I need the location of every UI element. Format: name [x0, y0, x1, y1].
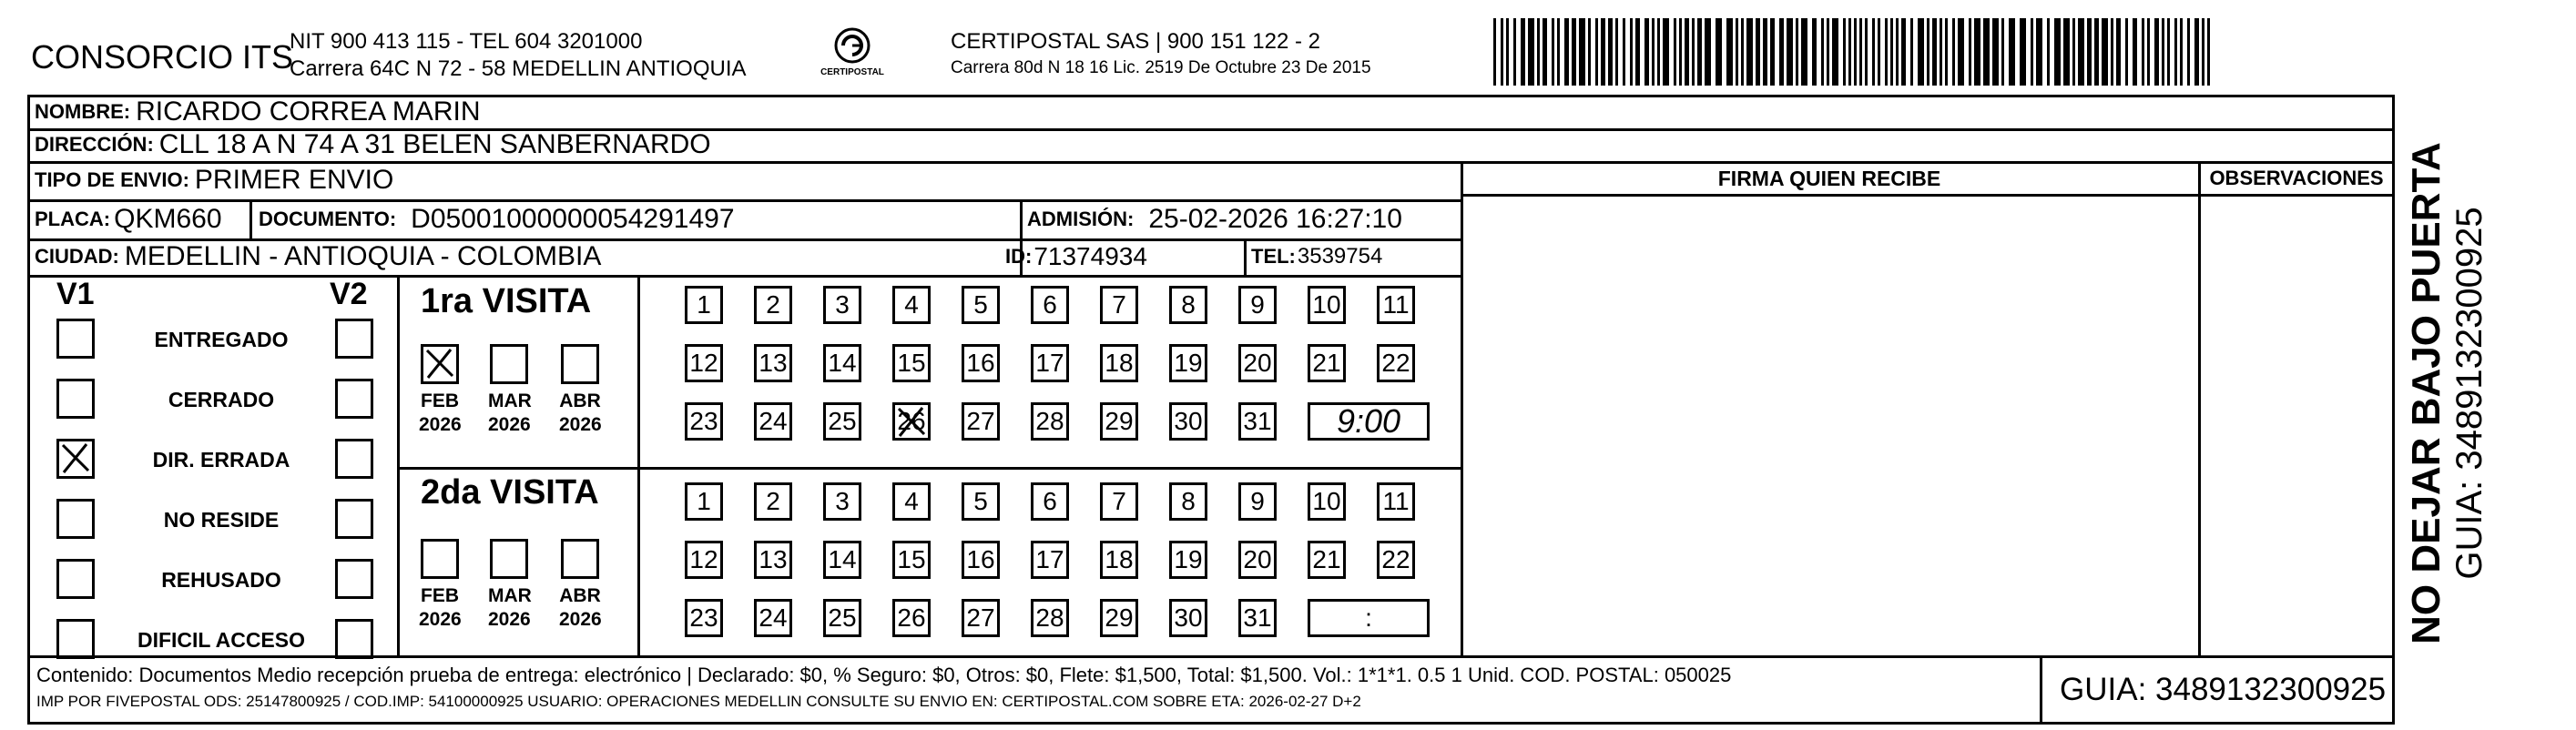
barcode-bar — [1697, 18, 1702, 86]
certipostal-logo — [816, 24, 889, 80]
shipping-type: PRIMER ENVIO — [194, 165, 394, 195]
barcode-bar — [1685, 18, 1689, 86]
recipient-address: CLL 18 A N 74 A 31 BELEN SANBERNARDO — [158, 129, 711, 159]
barcode-bar — [1848, 18, 1851, 86]
barcode-bar — [1692, 18, 1695, 86]
day-box[interactable]: 7 — [1100, 286, 1138, 324]
day-box[interactable]: 17 — [1031, 344, 1069, 382]
barcode-bar — [2009, 18, 2015, 86]
barcode-bar — [2001, 18, 2004, 86]
day-box[interactable]: 6 — [1031, 286, 1069, 324]
day-box[interactable]: 18 — [1100, 344, 1138, 382]
barcode-bar — [1827, 18, 1829, 86]
day-box[interactable]: 9 — [1238, 482, 1277, 521]
barcode-bar — [1896, 18, 1899, 86]
barcode-bar — [1927, 18, 1929, 86]
company-nit: NIT 900 413 115 - TEL 604 3201000 — [290, 29, 643, 54]
barcode-bar — [1796, 18, 1798, 86]
barcode-bar — [1983, 18, 1990, 86]
v2-checkbox[interactable] — [335, 559, 373, 599]
barcode-bar — [2102, 18, 2108, 86]
barcode-bar — [2147, 18, 2150, 86]
day-box[interactable]: 21 — [1308, 541, 1346, 579]
day-box[interactable]: 14 — [823, 344, 861, 382]
day-box[interactable]: 10 — [1308, 286, 1346, 324]
barcode-bar — [2142, 18, 2144, 86]
day-box[interactable]: 10 — [1308, 482, 1346, 521]
barcode-bar — [1506, 18, 1509, 86]
day-box[interactable]: 5 — [962, 286, 1000, 324]
time-box[interactable]: 9:00 — [1308, 402, 1430, 441]
day-box[interactable]: 28 — [1031, 599, 1069, 637]
month-checkbox[interactable] — [421, 344, 459, 384]
day-box[interactable]: 30 — [1169, 599, 1207, 637]
barcode-bar — [1652, 18, 1655, 86]
observations-header: OBSERVACIONES — [2209, 167, 2384, 189]
logo-text: CERTIPOSTAL — [820, 67, 884, 77]
barcode-bar — [1859, 18, 1862, 86]
barcode-bar — [2202, 18, 2204, 86]
barcode-bar — [1787, 18, 1793, 86]
day-box[interactable]: 8 — [1169, 286, 1207, 324]
barcode-bar — [1812, 18, 1817, 86]
day-box[interactable]: 28 — [1031, 402, 1069, 441]
day-box[interactable]: 23 — [685, 599, 723, 637]
year-label: 2026 — [419, 414, 462, 435]
day-box[interactable]: 21 — [1308, 344, 1346, 382]
day-box[interactable]: 31 — [1238, 402, 1277, 441]
barcode — [1493, 18, 2222, 86]
imp-line: IMP POR FIVEPOSTAL ODS: 25147800925 / COD.IMP: 54100000925 USUARIO: OPERACIONES MEDELLIN CONSULTE SU ENVIO EN: CERTIPOSTAL.COM SOBRE ETA: 2026-02-27 D+2 — [36, 693, 1361, 710]
barcode-bar — [1705, 18, 1711, 86]
year-label: 2026 — [419, 609, 462, 630]
barcode-bar — [1572, 18, 1576, 86]
barcode-bar — [2116, 18, 2121, 86]
id-value: 71374934 — [1033, 242, 1147, 270]
barcode-bar — [1843, 18, 1846, 86]
barcode-bar — [1779, 18, 1784, 86]
day-box[interactable]: 17 — [1031, 541, 1069, 579]
year-label: 2026 — [559, 414, 602, 435]
day-box[interactable]: 26 — [892, 402, 931, 441]
barcode-bar — [1770, 18, 1775, 86]
day-box[interactable]: 12 — [685, 344, 723, 382]
check-mark-icon — [59, 441, 94, 476]
barcode-bar — [1821, 18, 1824, 86]
side-guia: GUIA: 3489132300925 — [2449, 207, 2489, 580]
month-label: FEB — [421, 585, 459, 606]
barcode-bar — [2207, 18, 2210, 86]
barcode-bar — [1736, 18, 1738, 86]
barcode-bar — [1726, 18, 1733, 86]
day-box[interactable]: 9 — [1238, 286, 1277, 324]
barcode-bar — [2047, 18, 2050, 86]
barcode-bar — [1741, 18, 1744, 86]
day-box[interactable]: 2 — [754, 286, 792, 324]
barcode-bar — [2036, 18, 2042, 86]
barcode-bar — [1635, 18, 1640, 86]
barcode-bar — [1543, 18, 1547, 86]
month-label: ABR — [559, 585, 601, 606]
shipping-type-label: TIPO DE ENVIO: — [35, 168, 189, 191]
v1-checkbox[interactable] — [56, 319, 95, 359]
v2-checkbox[interactable] — [335, 619, 373, 659]
barcode-bar — [1716, 18, 1722, 86]
barcode-bar — [1601, 18, 1605, 86]
month-checkbox[interactable] — [561, 344, 599, 384]
day-box[interactable]: 19 — [1169, 541, 1207, 579]
barcode-bar — [2063, 18, 2070, 86]
barcode-bar — [1945, 18, 1948, 86]
barcode-bar — [1756, 18, 1760, 86]
month-checkbox[interactable] — [561, 539, 599, 579]
no-dejar-warning: NO DEJAR BAJO PUERTA — [2404, 142, 2449, 644]
plate-label: PLACA: — [35, 207, 111, 230]
document-label: DOCUMENTO: — [259, 207, 397, 230]
day-box[interactable]: 20 — [1238, 541, 1277, 579]
certipostal-info: CERTIPOSTAL SAS | 900 151 122 - 2 — [951, 29, 1320, 54]
barcode-bar — [1552, 18, 1554, 86]
year-label: 2026 — [488, 414, 531, 435]
barcode-bar — [1521, 18, 1525, 86]
v1-checkbox[interactable] — [56, 619, 95, 659]
day-box[interactable]: 5 — [962, 482, 1000, 521]
day-box[interactable]: 3 — [823, 482, 861, 521]
barcode-bar — [1501, 18, 1503, 86]
id-label: ID: — [1005, 245, 1033, 268]
day-box[interactable]: 13 — [754, 344, 792, 382]
day-box[interactable]: 29 — [1100, 599, 1138, 637]
day-box[interactable]: 27 — [962, 599, 1000, 637]
check-mark-icon — [895, 405, 930, 440]
barcode-bar — [1974, 18, 1980, 86]
admission-value: 25-02-2026 16:27:10 — [1148, 203, 1402, 234]
barcode-bar — [1537, 18, 1540, 86]
document-value: D05001000000054291497 — [411, 203, 735, 234]
day-box[interactable]: 8 — [1169, 482, 1207, 521]
barcode-bar — [1832, 18, 1838, 86]
barcode-bar — [1878, 18, 1880, 86]
day-box[interactable]: 27 — [962, 402, 1000, 441]
barcode-bar — [1958, 18, 1964, 86]
barcode-bar — [2031, 18, 2033, 86]
barcode-bar — [1865, 18, 1868, 86]
day-box[interactable]: 30 — [1169, 402, 1207, 441]
day-box[interactable]: 25 — [823, 599, 861, 637]
barcode-bar — [2078, 18, 2084, 86]
barcode-bar — [1872, 18, 1875, 86]
v1-checkbox[interactable] — [56, 439, 95, 479]
barcode-bar — [1854, 18, 1857, 86]
barcode-bar — [1528, 18, 1534, 86]
barcode-bar — [1674, 18, 1676, 86]
tel-value: 3539754 — [1297, 244, 1383, 269]
v2-checkbox[interactable] — [335, 439, 373, 479]
day-box[interactable]: 24 — [754, 599, 792, 637]
check-mark-icon — [423, 347, 458, 381]
day-box[interactable]: 22 — [1377, 541, 1415, 579]
v2-header: V2 — [330, 277, 368, 311]
day-box[interactable]: 11 — [1377, 482, 1415, 521]
day-box[interactable]: 16 — [962, 541, 1000, 579]
admission-label: ADMISIÓN: — [1027, 207, 1135, 230]
day-box[interactable]: 31 — [1238, 599, 1277, 637]
barcode-bar — [2072, 18, 2075, 86]
barcode-bar — [1663, 18, 1669, 86]
day-box[interactable]: 20 — [1238, 344, 1277, 382]
barcode-bar — [1588, 18, 1591, 86]
status-label: ENTREGADO — [154, 328, 289, 351]
barcode-bar — [1608, 18, 1613, 86]
city-value: MEDELLIN - ANTIOQUIA - COLOMBIA — [124, 241, 602, 271]
month-label: MAR — [488, 390, 532, 411]
month-checkbox[interactable] — [490, 344, 528, 384]
barcode-bar — [2180, 18, 2183, 86]
day-box[interactable]: 22 — [1377, 344, 1415, 382]
barcode-bar — [2154, 18, 2159, 86]
status-label: DIR. ERRADA — [152, 448, 290, 471]
barcode-bar — [1564, 18, 1569, 86]
barcode-bar — [2020, 18, 2026, 86]
barcode-bar — [1763, 18, 1767, 86]
barcode-bar — [1969, 18, 1971, 86]
day-box[interactable]: 29 — [1100, 402, 1138, 441]
barcode-bar — [2125, 18, 2128, 86]
barcode-bar — [2111, 18, 2113, 86]
year-label: 2026 — [559, 609, 602, 630]
side-text — [2404, 142, 2540, 644]
v2-checkbox[interactable] — [335, 499, 373, 539]
v2-checkbox[interactable] — [335, 319, 373, 359]
barcode-bar — [2162, 18, 2164, 86]
guia-box: GUIA: 3489132300925 — [2060, 672, 2387, 707]
status-label: DIFICIL ACCESO — [137, 628, 305, 652]
barcode-bar — [1630, 18, 1633, 86]
day-box[interactable]: 18 — [1100, 541, 1138, 579]
day-box[interactable]: 4 — [892, 286, 931, 324]
day-box[interactable]: 4 — [892, 482, 931, 521]
status-label: REHUSADO — [161, 568, 281, 592]
day-box[interactable]: 3 — [823, 286, 861, 324]
month-label: ABR — [559, 390, 601, 411]
barcode-bar — [1513, 18, 1516, 86]
contents-line: Contenido: Documentos Medio recepción prueba de entrega: electrónico | Declarado: $0, % Seguro: $0, Otros: $0, Flete: $1,500, Total: $1,500. Vol.: 1*1*1. 0.5 1 Unid. COD. POSTAL: 050025 — [36, 664, 1732, 686]
day-box[interactable]: 15 — [892, 541, 931, 579]
month-label: FEB — [421, 390, 459, 411]
barcode-bar — [1890, 18, 1893, 86]
city-label: CIUDAD: — [35, 245, 119, 268]
barcode-bar — [2167, 18, 2170, 86]
time-box[interactable]: : — [1308, 599, 1430, 637]
day-box[interactable]: 11 — [1377, 286, 1415, 324]
barcode-bar — [1657, 18, 1660, 86]
barcode-bar — [2054, 18, 2061, 86]
barcode-bar — [1932, 18, 1937, 86]
barcode-bar — [2194, 18, 2199, 86]
v1-checkbox[interactable] — [56, 379, 95, 419]
company-address: Carrera 64C N 72 - 58 MEDELLIN ANTIOQUIA — [290, 56, 747, 81]
day-box[interactable]: 25 — [823, 402, 861, 441]
barcode-bar — [1615, 18, 1618, 86]
day-box[interactable]: 2 — [754, 482, 792, 521]
day-box[interactable]: 15 — [892, 344, 931, 382]
v1-header: V1 — [56, 277, 95, 311]
barcode-bar — [2174, 18, 2177, 86]
barcode-bar — [2133, 18, 2137, 86]
status-label: NO RESIDE — [163, 508, 280, 532]
signature-header: FIRMA QUIEN RECIBE — [1717, 167, 1941, 190]
barcode-bar — [1579, 18, 1585, 86]
day-box[interactable]: 1 — [685, 482, 723, 521]
day-box[interactable]: 7 — [1100, 482, 1138, 521]
barcode-bar — [1595, 18, 1598, 86]
recipient-name: RICARDO CORREA MARIN — [136, 96, 481, 127]
barcode-bar — [1746, 18, 1753, 86]
barcode-bar — [1918, 18, 1924, 86]
month-checkbox[interactable] — [421, 539, 459, 579]
company-name: CONSORCIO ITS — [31, 38, 294, 76]
visit1-title: 1ra VISITA — [421, 282, 592, 320]
barcode-bar — [2087, 18, 2092, 86]
barcode-bar — [1910, 18, 1913, 86]
day-box[interactable]: 26 — [892, 599, 931, 637]
address-label: DIRECCIÓN: — [35, 133, 154, 156]
day-box[interactable]: 16 — [962, 344, 1000, 382]
barcode-bar — [1801, 18, 1807, 86]
year-label: 2026 — [488, 609, 531, 630]
visit2-title: 2da VISITA — [421, 473, 599, 512]
tel-label: TEL: — [1251, 245, 1296, 268]
v2-checkbox[interactable] — [335, 379, 373, 419]
day-box[interactable]: 12 — [685, 541, 723, 579]
barcode-bar — [1940, 18, 1942, 86]
barcode-bar — [1992, 18, 1999, 86]
barcode-bar — [1885, 18, 1888, 86]
name-label: NOMBRE: — [35, 99, 131, 123]
day-box[interactable]: 24 — [754, 402, 792, 441]
month-label: MAR — [488, 585, 532, 606]
month-checkbox[interactable] — [490, 539, 528, 579]
barcode-bar — [1644, 18, 1649, 86]
barcode-bar — [1952, 18, 1955, 86]
day-box[interactable]: 23 — [685, 402, 723, 441]
barcode-bar — [1623, 18, 1625, 86]
barcode-bar — [1493, 18, 1496, 86]
day-box[interactable]: 6 — [1031, 482, 1069, 521]
barcode-bar — [1557, 18, 1560, 86]
plate-value: QKM660 — [114, 203, 222, 234]
status-label: CERRADO — [168, 388, 275, 411]
day-box[interactable]: 13 — [754, 541, 792, 579]
day-box[interactable]: 1 — [685, 286, 723, 324]
barcode-bar — [2094, 18, 2099, 86]
barcode-bar — [2187, 18, 2190, 86]
certipostal-license: Carrera 80d N 18 16 Lic. 2519 De Octubre 23 De 2015 — [951, 58, 1371, 77]
barcode-bar — [1679, 18, 1682, 86]
v1-checkbox[interactable] — [56, 559, 95, 599]
v1-checkbox[interactable] — [56, 499, 95, 539]
day-box[interactable]: 19 — [1169, 344, 1207, 382]
barcode-bar — [1901, 18, 1906, 86]
day-box[interactable]: 14 — [823, 541, 861, 579]
